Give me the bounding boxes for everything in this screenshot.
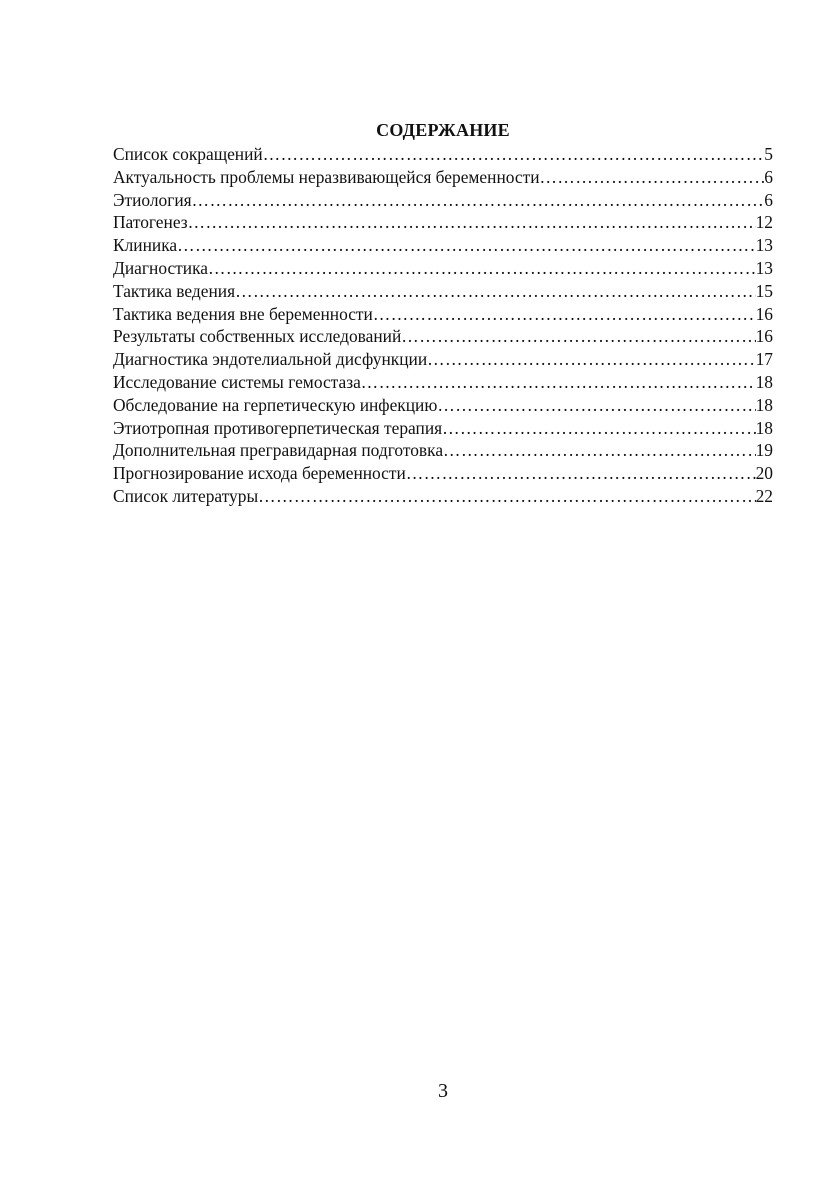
toc-entry-label: Список литературы xyxy=(113,485,259,506)
toc-dot-leader xyxy=(442,417,755,440)
toc-entry[interactable] xyxy=(113,417,773,440)
toc-entry-label: Диагностика эндотелиальной дисфункции xyxy=(113,349,428,370)
toc-entry-page: 5 xyxy=(764,144,773,164)
toc-entry-label: Дополнительная прегравидарная подготовка xyxy=(113,440,444,461)
toc-entry[interactable] xyxy=(113,485,773,508)
toc-entry-label: Актуальность проблемы неразвивающейся беременности xyxy=(113,166,540,187)
toc-entry-page: 13 xyxy=(755,235,773,256)
toc-entry-page: 16 xyxy=(755,326,773,347)
toc-entry-label: Тактика ведения вне беременности xyxy=(113,303,373,324)
toc-dot-leader xyxy=(208,257,756,280)
toc-entry-page: 18 xyxy=(755,417,773,438)
toc-dot-leader xyxy=(263,143,765,166)
toc-dot-leader xyxy=(361,371,756,394)
toc-entry-page: 18 xyxy=(755,371,773,392)
toc-entry-page: 22 xyxy=(755,485,773,506)
toc-entry[interactable] xyxy=(113,303,773,326)
toc-dot-leader xyxy=(443,439,756,462)
toc-entry-page: 13 xyxy=(755,257,773,278)
toc-entry[interactable] xyxy=(113,189,773,212)
toc-entry-page: 20 xyxy=(755,463,773,484)
toc-entry[interactable] xyxy=(113,280,773,303)
toc-dot-leader xyxy=(540,166,765,189)
toc-dot-leader xyxy=(427,348,755,371)
toc-dot-leader xyxy=(188,211,756,234)
toc-entry[interactable] xyxy=(113,462,773,485)
toc-entry[interactable] xyxy=(113,439,773,462)
toc-entry-label: Патогенез xyxy=(113,212,188,233)
toc-entry-label: Тактика ведения xyxy=(113,280,236,301)
toc-list xyxy=(113,143,773,508)
toc-entry-page: 6 xyxy=(764,189,773,210)
toc-entry[interactable] xyxy=(113,325,773,348)
toc-entry[interactable] xyxy=(113,348,773,371)
toc-dot-leader xyxy=(192,189,765,212)
toc-entry-label: Результаты собственных исследований xyxy=(113,326,402,347)
toc-entry-page: 6 xyxy=(764,166,773,187)
toc-entry[interactable] xyxy=(113,234,773,257)
toc-entry-page: 15 xyxy=(755,280,773,301)
toc-dot-leader xyxy=(406,462,756,485)
toc-entry-label: Этиотропная противогерпетическая терапия xyxy=(113,417,443,438)
toc-dot-leader xyxy=(373,303,756,326)
toc-dot-leader xyxy=(258,485,755,508)
toc-entry-label: Диагностика xyxy=(113,257,208,278)
toc-entry-page: 16 xyxy=(755,303,773,324)
toc-dot-leader xyxy=(401,325,755,348)
toc-entry-label: Список сокращений xyxy=(113,144,263,164)
toc-entry-label: Прогнозирование исхода беременности xyxy=(113,463,406,484)
toc-entry[interactable] xyxy=(113,143,773,166)
toc-entry-page: 18 xyxy=(755,394,773,415)
toc-entry-label: Этиология xyxy=(113,189,192,210)
toc-dot-leader xyxy=(235,280,756,303)
toc-entry-page: 12 xyxy=(755,212,773,233)
toc-entry[interactable] xyxy=(113,211,773,234)
toc-entry-page: 19 xyxy=(755,440,773,461)
toc-entry-page: 17 xyxy=(755,349,773,370)
toc-dot-leader xyxy=(177,234,756,257)
toc-entry[interactable] xyxy=(113,394,773,417)
toc-entry-label: Обследование на герпетическую инфекцию xyxy=(113,394,438,415)
toc-title: СОДЕРЖАНИЕ xyxy=(376,120,510,140)
toc-dot-leader xyxy=(437,394,755,417)
toc-entry[interactable] xyxy=(113,371,773,394)
toc-entry[interactable] xyxy=(113,166,773,189)
toc-entry[interactable] xyxy=(113,257,773,280)
toc-entry-label: Исследование системы гемостаза xyxy=(113,371,361,392)
toc-entry-label: Клиника xyxy=(113,235,178,256)
page-number: 3 xyxy=(438,1080,448,1102)
